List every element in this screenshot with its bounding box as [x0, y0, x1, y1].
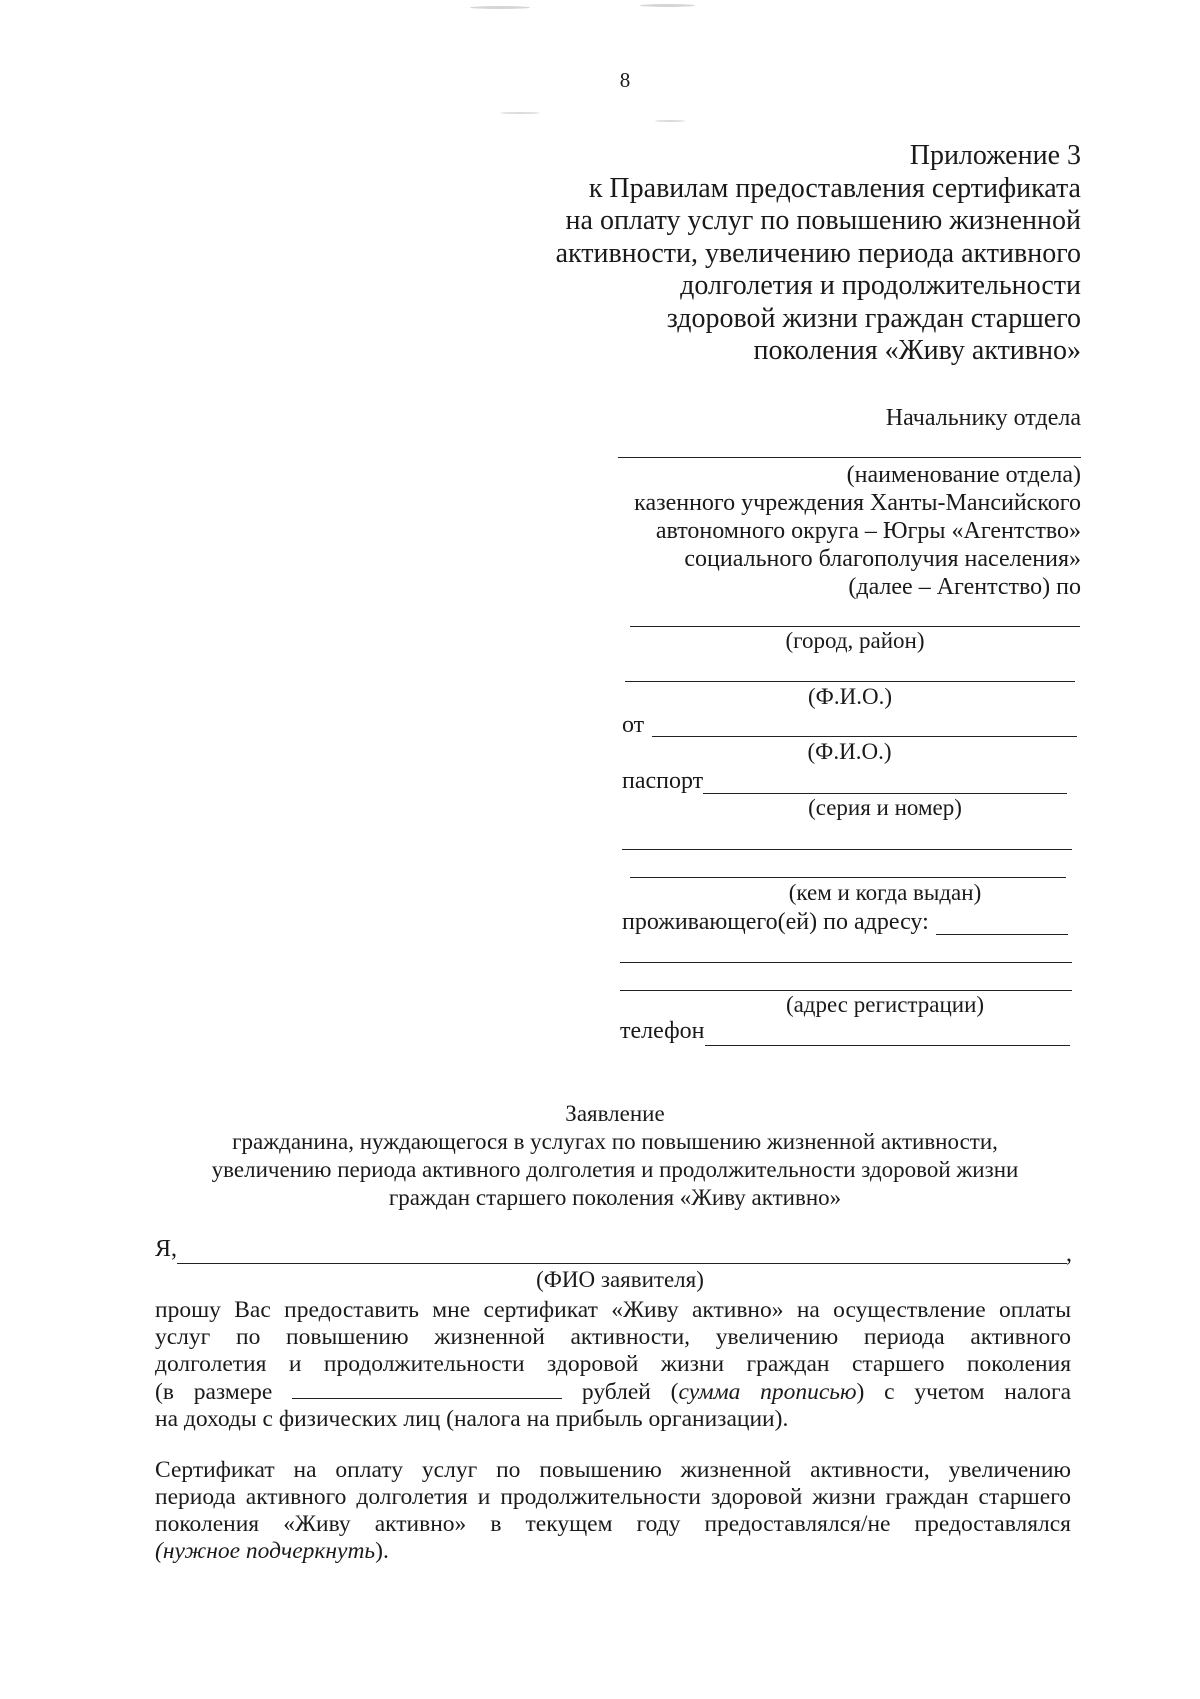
passport-field[interactable]: [703, 793, 1067, 794]
applicant-caption: (ФИО заявителя): [536, 1267, 704, 1292]
appendix-line: Приложение 3: [909, 140, 1081, 171]
amount-field[interactable]: [292, 1378, 562, 1399]
statement-subtitle-line: граждан старшего поколения «Живу активно»: [388, 1185, 842, 1210]
appendix-line: на оплату услуг по повышению жизненной: [565, 205, 1081, 236]
city-caption: (город, район): [785, 628, 925, 653]
certificate-paragraph: [155, 1457, 1071, 1565]
certificate-line: периода активного долголетия и продолжительности здоровой жизни граждан старшего: [155, 1484, 1071, 1510]
registration-caption: (адрес регистрации): [785, 992, 985, 1017]
scan-noise: [640, 4, 695, 7]
certificate-note-end: ).: [375, 1538, 389, 1564]
amount-prefix: (в размере: [155, 1379, 273, 1405]
request-line: услуг по повышению жизненной активности, увеличению периода активного: [155, 1324, 1071, 1350]
residence-field-2[interactable]: [620, 962, 1072, 963]
appendix-line: здоровой жизни граждан старшего: [666, 302, 1081, 334]
appendix-line: к Правилам предоставления сертификата: [588, 172, 1081, 204]
statement-subtitle-line: увеличению периода активного долголетия и продолжительности здоровой жизни: [211, 1157, 1019, 1182]
scan-noise: [655, 120, 685, 122]
request-line: прошу Вас предоставить мне сертификат «Живу активно» на осуществление оплаты: [155, 1297, 1071, 1323]
phone-label: телефон: [620, 1018, 705, 1044]
appendix-header: [556, 140, 1081, 368]
department-caption: (наименование отдела): [846, 462, 1081, 488]
amount-italic: сумма прописью: [678, 1379, 857, 1405]
department-field[interactable]: [618, 457, 1081, 458]
trailing-comma: ,: [1066, 1241, 1072, 1267]
amount-rubles: рублей (: [581, 1379, 679, 1405]
applicant-name-field[interactable]: [177, 1263, 1067, 1264]
passport-label: паспорт: [622, 768, 704, 794]
issued-caption: (кем и когда выдан): [788, 880, 982, 905]
request-last-line: на доходы с физических лиц (налога на прибыль организации).: [155, 1406, 789, 1432]
amount-suffix: ) с учетом налога: [856, 1379, 1072, 1405]
passport-caption: (серия и номер): [808, 795, 962, 820]
applicant-fio-caption: (Ф.И.О.): [807, 739, 892, 764]
issued-field-1[interactable]: [622, 849, 1072, 850]
appendix-line: активности, увеличению периода активного: [555, 237, 1081, 269]
agency-line: автономного округа – Югры «Агентство»: [655, 518, 1081, 544]
appendix-line: долголетия и продолжительности: [680, 270, 1081, 301]
agency-line: (далее – Агентство) по: [848, 574, 1081, 600]
statement-subtitle-line: гражданина, нуждающегося в услугах по повышению жизненной активности,: [232, 1129, 998, 1154]
amount-line: [155, 1378, 1071, 1406]
applicant-fio-field[interactable]: [652, 736, 1077, 737]
certificate-line: Сертификат на оплату услуг по повышению жизненной активности, увеличению: [155, 1457, 1071, 1483]
residence-field-3[interactable]: [620, 990, 1072, 991]
page-number: 8: [619, 68, 631, 92]
appendix-line: поколения «Живу активно»: [753, 335, 1081, 366]
from-label: от: [622, 712, 645, 738]
certificate-note: [155, 1538, 1071, 1565]
request-paragraph: [155, 1297, 1071, 1433]
statement-title: Заявление: [565, 1101, 665, 1126]
residence-field-1[interactable]: [936, 934, 1068, 935]
phone-field[interactable]: [705, 1045, 1070, 1046]
issued-field-2[interactable]: [630, 877, 1066, 878]
head-fio-field[interactable]: [625, 681, 1075, 682]
addressee-title: Начальнику отдела: [885, 405, 1081, 431]
certificate-note-italic: (нужное подчеркнуть: [155, 1538, 376, 1564]
agency-line: социального благополучия населения»: [684, 546, 1081, 572]
agency-line: казенного учреждения Ханты-Мансийского: [634, 490, 1081, 516]
scan-noise: [500, 112, 540, 114]
head-fio-caption: (Ф.И.О.): [808, 684, 892, 709]
city-field[interactable]: [630, 626, 1080, 627]
scan-noise: [470, 6, 530, 9]
statement-heading: [150, 1100, 1080, 1212]
residence-label: проживающего(ей) по адресу:: [622, 909, 929, 935]
request-line: долголетия и продолжительности здоровой жизни граждан старшего поколения: [155, 1351, 1071, 1377]
i-label: Я,: [155, 1236, 178, 1262]
certificate-line: поколения «Живу активно» в текущем году предоставлялся/не предоставлялся: [155, 1511, 1071, 1537]
